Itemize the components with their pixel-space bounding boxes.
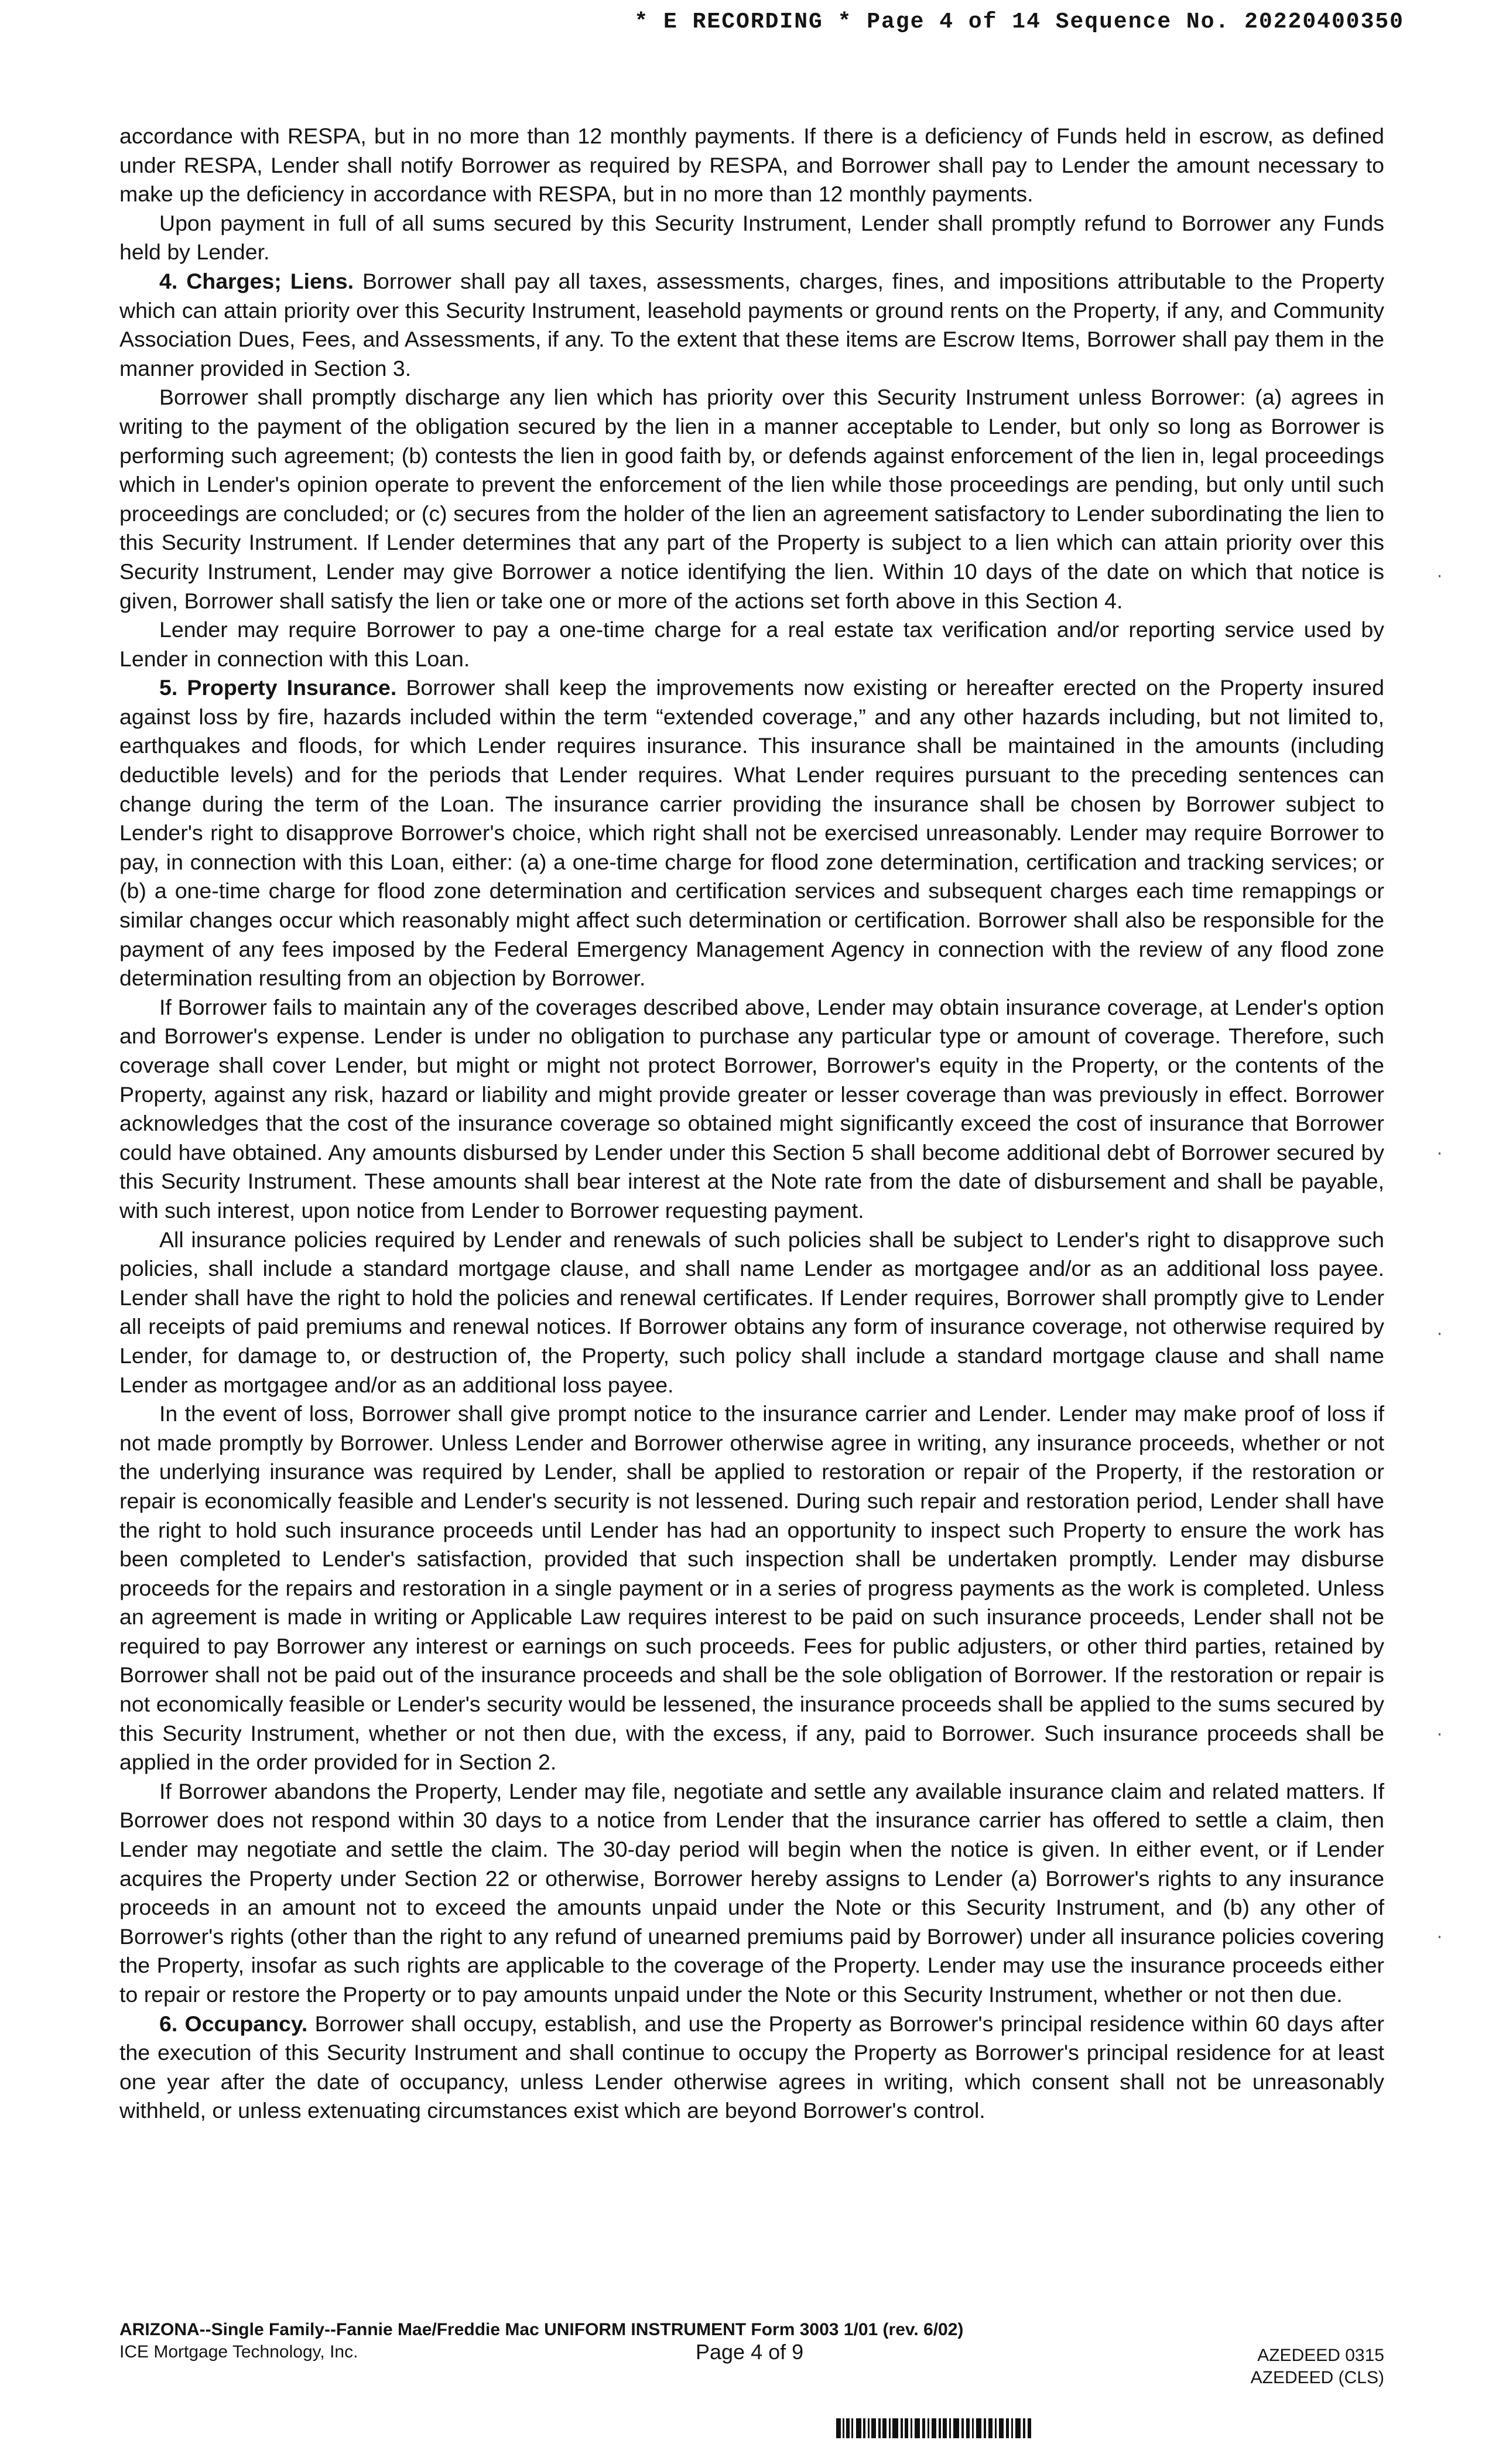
section-5-property-insurance — [119, 673, 1384, 993]
margin-mark — [1439, 1152, 1440, 1155]
paragraph-coverage-lapse — [119, 993, 1384, 1226]
section-6-occupancy — [119, 2010, 1384, 2126]
margin-mark — [1439, 575, 1440, 577]
paragraph-abandonment — [119, 1777, 1384, 2010]
section-title: 5. Property Insurance. — [159, 675, 397, 700]
paragraph-event-of-loss — [119, 1399, 1384, 1777]
page-number: Page 4 of 9 — [696, 2340, 804, 2364]
paragraph-text: Borrower shall occupy, establish, and use the Property as Borrower's principal residence within 60 days after the execution of this Security Instrument and shall continue to occupy the Property as Borrower's principal residence for at least one year after the date of occupancy, unless Lender otherwise agrees in writing, which consent shall not be unreasonably withheld, or unless extenuating circumstances exist which are beyond Borrower's control. — [119, 2011, 1384, 2123]
paragraph-text: If Borrower abandons the Property, Lender may file, negotiate and settle any available insurance claim and related matters. If Borrower does not respond within 30 days to a notice from Lender that the insurance carrier has offered to settle a claim, then Lender may negotiate and settle the claim. The 30-day period will begin when the notice is given. In either event, or if Lender acquires the Property under Section 22 or otherwise, Borrower hereby assigns to Lender (a) Borrower's rights to any insurance proceeds in an amount not to exceed the amounts unpaid under the Note or this Security Instrument, and (b) any other of Borrower's rights (other than the right to any refund of unearned premiums paid by Borrower) under all insurance policies covering the Property, insofar as such rights are applicable to the coverage of the Property. Lender may use the insurance proceeds either to repair or restore the Property or to pay amounts unpaid under the Note or this Security Instrument, whether or not then due. — [119, 1778, 1384, 2007]
paragraph-text: If Borrower fails to maintain any of the coverages described above, Lender may obtain insurance coverage, at Lender's option and Borrower's expense. Lender is under no obligation to purchase any particular type or amount of coverage. Therefore, such coverage shall cover Lender, but might or might not protect Borrower, Borrower's equity in the Property, or the contents of the Property, against any risk, hazard or liability and might provide greater or lesser coverage than was previously in effect. Borrower acknowledges that the cost of the insurance coverage so obtained might significantly exceed the cost of insurance that Borrower could have obtained. Any amounts disbursed by Lender under this Section 5 shall become additional debt of Borrower secured by this Security Instrument. These amounts shall bear interest at the Note rate from the date of disbursement and shall be payable, with such interest, upon notice from Lender to Borrower requesting payment. — [119, 994, 1384, 1223]
form-code-cls: AZEDEED (CLS) — [1250, 2368, 1384, 2387]
paragraph-text: Borrower shall pay all taxes, assessments, charges, fines, and impositions attributable to the Property which can attain priority over this Security Instrument, leasehold payments or ground rents on the Property, if any, and Community Association Dues, Fees, and Assessments, if any. To the extent that these items are Escrow Items, Borrower shall pay them in the manner provided in Section 3. — [119, 268, 1384, 381]
paragraph-respa-deficiency — [119, 122, 1384, 209]
document-barcode — [836, 2418, 1035, 2438]
company-name: ICE Mortgage Technology, Inc. — [119, 2342, 358, 2362]
margin-mark — [1439, 1333, 1440, 1335]
paragraph-text: Upon payment in full of all sums secured by this Security Instrument, Lender shall promptly refund to Borrower any Funds held by Lender. — [119, 210, 1384, 265]
margin-mark — [1439, 1936, 1440, 1938]
paragraph-text: In the event of loss, Borrower shall give prompt notice to the insurance carrier and Lender. Lender may make proof of loss if not made promptly by Borrower. Unless Lender and Borrower otherwise agree in writing, any insurance proceeds, whether or not the underlying insurance was required by Lender, shall be applied to restoration or repair of the Property, if the restoration or repair is economically feasible and Lender's security is not lessened. During such repair and restoration period, Lender shall have the right to hold such insurance proceeds until Lender has had an opportunity to inspect such Property to ensure the work has been completed to Lender's satisfaction, provided that such inspection shall be undertaken promptly. Lender may disburse proceeds for the repairs and restoration in a single payment or in a series of progress payments as the work is completed. Unless an agreement is made in writing or Applicable Law requires interest to be paid on such insurance proceeds, Lender shall not be required to pay Borrower any interest or earnings on such proceeds. Fees for public adjusters, or other third parties, retained by Borrower shall not be paid out of the insurance proceeds and shall be the sole obligation of Borrower. If the restoration or repair is not economically feasible or Lender's security would be lessened, the insurance proceeds shall be applied to the sums secured by this Security Instrument, whether or not then due, with the excess, if any, paid to Borrower. Such insurance proceeds shall be applied in the order provided for in Section 2. — [119, 1401, 1384, 1775]
paragraph-text: Lender may require Borrower to pay a one-time charge for a real estate tax verification and/or reporting service used by Lender in connection with this Loan. — [119, 617, 1384, 671]
section-4-charges-liens — [119, 267, 1384, 383]
paragraph-tax-verification — [119, 615, 1384, 673]
form-code: AZEDEED 0315 — [1257, 2346, 1384, 2365]
page-footer — [119, 2319, 1384, 2436]
paragraph-insurance-policies — [119, 1226, 1384, 1400]
recording-header: * E RECORDING * Page 4 of 14 Sequence No. 20220400350 — [634, 9, 1404, 35]
margin-mark — [1439, 1733, 1440, 1736]
paragraph-text: All insurance policies required by Lender and renewals of such policies shall be subject to Lender's right to disapprove such policies, shall include a standard mortgage clause, and shall name Lender as mortgagee and/or as an additional loss payee. Lender shall have the right to hold the policies and renewal certificates. If Lender requires, Borrower shall promptly give to Lender all receipts of paid premiums and renewal notices. If Borrower obtains any form of insurance coverage, not otherwise required by Lender, for damage to, or destruction of, the Property, such policy shall include a standard mortgage clause and shall name Lender as mortgagee and/or as an additional loss payee. — [119, 1227, 1384, 1397]
section-title: 6. Occupancy. — [159, 2011, 308, 2036]
section-title: 4. Charges; Liens. — [159, 268, 354, 293]
document-body — [119, 122, 1384, 2126]
paragraph-text: accordance with RESPA, but in no more than 12 monthly payments. If there is a deficiency of Funds held in escrow, as defined under RESPA, Lender shall notify Borrower as required by RESPA, and Borrower shall pay to Lender the amount necessary to make up the deficiency in accordance with RESPA, but in no more than 12 monthly payments. — [119, 124, 1384, 207]
paragraph-text: Borrower shall keep the improvements now existing or hereafter erected on the Property insured against loss by fire, hazards included within the term “extended coverage,” and any other hazards including, but not limited to, earthquakes and floods, for which Lender requires insurance. This insurance shall be maintained in the amounts (including deductible levels) and for the periods that Lender requires. What Lender requires pursuant to the preceding sentences can change during the term of the Loan. The insurance carrier providing the insurance shall be chosen by Borrower subject to Lender's right to disapprove Borrower's choice, which right shall not be exercised unreasonably. Lender may require Borrower to pay, in connection with this Loan, either: (a) a one-time charge for flood zone determination, certification and tracking services; or (b) a one-time charge for flood zone determination and certification services and subsequent charges each time remappings or similar changes occur which reasonably might affect such determination or certification. Borrower shall also be responsible for the payment of any fees imposed by the Federal Emergency Management Agency in connection with the review of any flood zone determination resulting from an objection by Borrower. — [119, 675, 1384, 991]
form-identifier: ARIZONA--Single Family--Fannie Mae/Freddie Mac UNIFORM INSTRUMENT Form 3003 1/01 (rev. 6/02) — [119, 2320, 964, 2339]
paragraph-refund-funds — [119, 209, 1384, 267]
paragraph-text: Borrower shall promptly discharge any lien which has priority over this Security Instrument unless Borrower: (a) agrees in writing to the payment of the obligation secured by the lien in a manner acceptable to Lender, but only so long as Borrower is performing such agreement; (b) contests the lien in good faith by, or defends against enforcement of the lien in, legal proceedings which in Lender's opinion operate to prevent the enforcement of the lien while those proceedings are pending, but only until such proceedings are concluded; or (c) secures from the holder of the lien an agreement satisfactory to Lender subordinating the lien to this Security Instrument. If Lender determines that any part of the Property is subject to a lien which can attain priority over this Security Instrument, Lender may give Borrower a notice identifying the lien. Within 10 days of the date on which that notice is given, Borrower shall satisfy the lien or take one or more of the actions set forth above in this Section 4. — [119, 385, 1384, 613]
paragraph-discharge-lien — [119, 383, 1384, 615]
